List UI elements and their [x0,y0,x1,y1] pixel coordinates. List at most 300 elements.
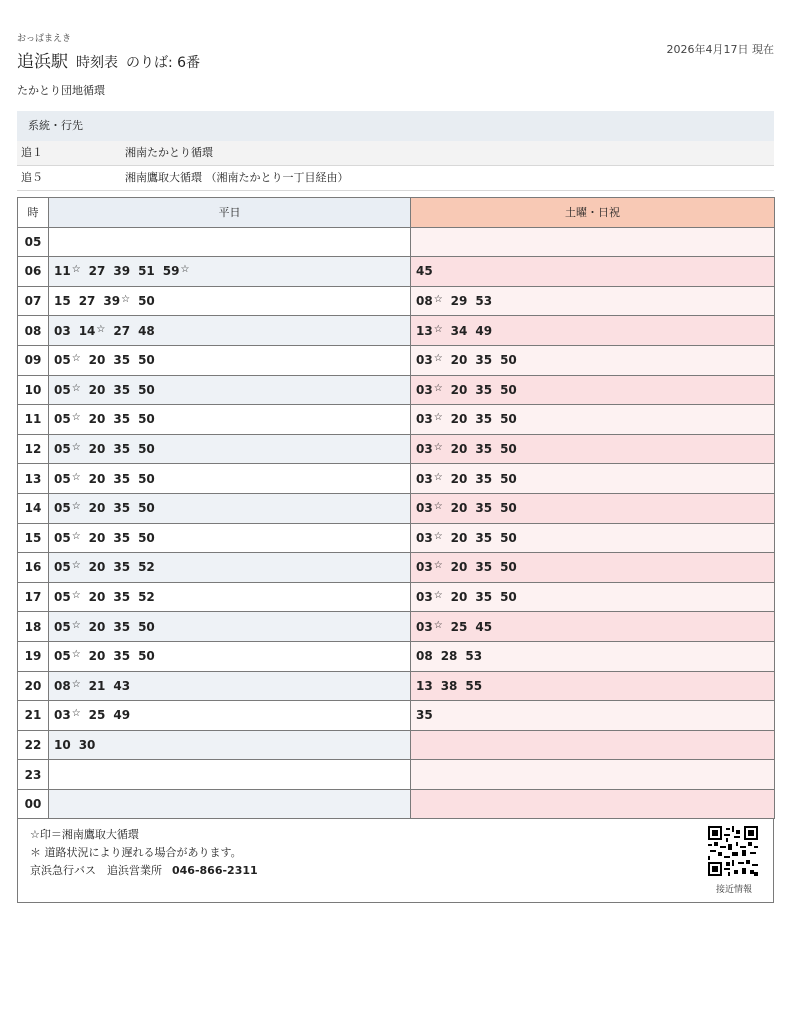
departure-minute [441,649,458,663]
minute-value: 52 [138,590,155,605]
minute-value: 30 [78,737,96,752]
minute-value: 03 [416,501,433,516]
departure-minute [441,679,458,693]
delay-note: ＊ 道路状況により遅れる場合があります。 [30,846,242,859]
minute-value: 35 [113,590,131,605]
minute-value: 03 [54,708,71,723]
minute-value: 15 [54,294,71,309]
weekday-minutes-cell [49,789,411,819]
qr-label: 接近情報 [715,885,752,895]
departure-minute [416,531,443,545]
minute-value: 50 [500,530,517,545]
minute-value: 05 [54,619,71,634]
departure-minute [416,324,443,338]
star-note: ☆印＝湘南鷹取大循環 [30,828,139,841]
hour-cell: 11 [18,405,49,435]
departure-minute [500,442,517,456]
minute-value: 03 [416,353,433,368]
departure-minute [500,531,517,545]
minute-value: 08 [416,649,433,664]
departure-minute [54,738,71,752]
minute-value: 03 [416,382,433,397]
weekday-minutes-cell [49,286,411,316]
weekday-minutes-cell [49,671,411,701]
star-mark: ☆ [121,294,131,306]
weekend-minutes-cell [411,405,775,435]
weekday-minutes-cell [49,523,411,553]
minute-value: 13 [416,323,433,338]
weekday-minutes-cell [49,316,411,346]
departure-minute [54,472,81,486]
minute-value: 50 [500,412,517,427]
minute-value: 08 [416,294,433,309]
hour-cell: 19 [18,641,49,671]
weekday-minutes-cell [49,434,411,464]
minute-value: 50 [138,442,155,457]
weekend-minutes-cell [411,345,775,375]
minute-value: 35 [113,649,131,664]
departure-minute [475,501,492,515]
minute-value: 50 [138,619,155,634]
departure-minute [79,324,106,338]
minute-value: 39 [113,264,131,279]
departure-minute [163,264,190,278]
minute-value: 35 [475,501,493,516]
minute-value: 35 [475,442,493,457]
star-mark: ☆ [71,530,81,542]
departure-minute [113,383,130,397]
footer-notes [17,818,774,903]
weekday-minutes-cell [49,701,411,731]
minute-value: 34 [450,323,468,338]
weekday-minutes-cell [49,612,411,642]
departure-minute [54,501,81,515]
weekday-minutes-cell [49,345,411,375]
departure-minute [416,649,433,663]
system-row [17,141,774,166]
hour-cell: 13 [18,464,49,494]
star-mark: ☆ [433,471,443,483]
departure-minute [54,412,81,426]
departure-minute [113,324,130,338]
departure-minute [54,708,81,722]
minute-value: 03 [416,590,433,605]
departure-minute [475,590,492,604]
weekend-minutes-cell [411,227,775,257]
timetable-row [18,464,775,494]
departure-minute [500,560,517,574]
departure-minute [138,324,155,338]
weekday-minutes-cell [49,257,411,287]
departure-minute [113,649,130,663]
star-mark: ☆ [433,442,443,454]
minute-value: 20 [450,471,468,486]
departure-minute [138,353,155,367]
departure-minute [113,353,130,367]
timetable-row [18,405,775,435]
minute-value: 03 [54,323,71,338]
departure-minute [54,324,71,338]
minute-value: 35 [475,590,493,605]
star-mark: ☆ [71,619,81,631]
minute-value: 45 [475,619,493,634]
departure-minute [89,708,106,722]
timetable-row [18,671,775,701]
minute-value: 35 [475,471,493,486]
hour-cell: 05 [18,227,49,257]
departure-minute [475,531,492,545]
hour-cell: 00 [18,789,49,819]
operator-info [30,862,258,878]
weekday-minutes-cell [49,405,411,435]
departure-minute [451,412,468,426]
departure-minute [138,560,155,574]
minute-value: 50 [138,382,155,397]
page-title [17,47,200,72]
minute-value: 35 [113,501,131,516]
star-mark: ☆ [71,412,81,424]
star-mark: ☆ [71,708,81,720]
departure-minute [500,590,517,604]
departure-minute [138,412,155,426]
operator-phone: 046-866-2311 [172,864,258,877]
minute-value: 50 [138,530,155,545]
departure-minute [89,412,106,426]
star-mark: ☆ [71,590,81,602]
star-mark: ☆ [71,353,81,365]
departure-minute [475,560,492,574]
weekday-minutes-cell [49,760,411,790]
station-ruby: おっぱまえき [17,34,72,44]
departure-minute [113,679,130,693]
minute-value: 50 [138,412,155,427]
hour-cell: 14 [18,493,49,523]
departure-minute [89,679,106,693]
system-destination: 湘南鷹取大循環 （湘南たかとり一丁目経由） [125,171,349,184]
minute-value: 03 [416,442,433,457]
minute-value: 03 [416,412,433,427]
timetable-row [18,286,775,316]
departure-minute [138,649,155,663]
system-list [17,111,774,191]
star-mark: ☆ [433,560,443,572]
star-mark: ☆ [180,264,190,276]
departure-minute [416,353,443,367]
timetable-row [18,612,775,642]
departure-minute [113,264,130,278]
minute-value: 50 [500,590,517,605]
star-mark: ☆ [96,323,106,335]
hour-cell: 16 [18,553,49,583]
departure-minute [79,738,96,752]
timetable-row [18,760,775,790]
minute-value: 20 [88,353,106,368]
star-mark: ☆ [71,649,81,661]
departure-minute [451,531,468,545]
timetable-row [18,375,775,405]
minute-value: 20 [88,412,106,427]
departure-minute [416,679,433,693]
minute-value: 27 [113,323,131,338]
departure-minute [54,353,81,367]
minute-value: 25 [450,619,468,634]
minute-value: 49 [475,323,493,338]
minute-value: 05 [54,412,71,427]
weekday-column-header: 平日 [49,198,411,228]
departure-minute [138,442,155,456]
hour-cell: 09 [18,345,49,375]
departure-minute [113,472,130,486]
departure-minute [416,442,443,456]
timetable-row [18,316,775,346]
minute-value: 20 [450,382,468,397]
departure-minute [138,531,155,545]
departure-minute [54,294,71,308]
minute-value: 55 [465,678,483,693]
minute-value: 20 [88,590,106,605]
weekday-minutes-cell [49,641,411,671]
minute-value: 50 [138,294,155,309]
departure-minute [54,649,81,663]
departure-minute [113,590,130,604]
minute-value: 05 [54,530,71,545]
system-list-heading: 系統・行先 [17,111,774,141]
minute-value: 20 [450,590,468,605]
timetable-row [18,582,775,612]
timetable-row [18,227,775,257]
platform-label: のりば: 6番 [126,55,201,71]
departure-minute [475,472,492,486]
weekend-minutes-cell [411,464,775,494]
minute-value: 35 [475,412,493,427]
minute-value: 20 [450,353,468,368]
departure-minute [416,590,443,604]
departure-minute [103,294,130,308]
star-mark: ☆ [433,353,443,365]
minute-value: 25 [88,708,106,723]
minute-value: 39 [103,294,121,309]
weekend-minutes-cell [411,375,775,405]
system-code: 追５ [21,171,43,184]
star-mark: ☆ [433,294,443,306]
minute-value: 35 [113,619,131,634]
departure-minute [500,412,517,426]
departure-minute [89,353,106,367]
minute-value: 53 [475,294,493,309]
minute-value: 35 [113,442,131,457]
weekend-minutes-cell [411,316,775,346]
minute-value: 05 [54,501,71,516]
departure-minute [89,383,106,397]
hour-cell: 21 [18,701,49,731]
minute-value: 05 [54,649,71,664]
timetable-row [18,553,775,583]
departure-minute [475,324,492,338]
star-mark: ☆ [433,382,443,394]
departure-minute [451,442,468,456]
weekend-minutes-cell [411,257,775,287]
departure-minute [54,531,81,545]
route-name: たかとり団地循環 [17,84,105,97]
minute-value: 38 [440,678,458,693]
departure-minute [465,679,482,693]
departure-minute [416,708,433,722]
hour-cell: 23 [18,760,49,790]
weekend-minutes-cell [411,434,775,464]
departure-minute [451,353,468,367]
weekend-minutes-cell [411,553,775,583]
weekday-minutes-cell [49,730,411,760]
minute-value: 20 [88,619,106,634]
departure-minute [113,620,130,634]
star-mark: ☆ [71,471,81,483]
departure-minute [138,620,155,634]
departure-minute [475,353,492,367]
minute-value: 35 [475,560,493,575]
minute-value: 35 [475,382,493,397]
departure-minute [113,560,130,574]
departure-minute [113,708,130,722]
departure-minute [416,412,443,426]
qr-code-icon[interactable] [708,826,758,876]
departure-minute [89,531,106,545]
departure-minute [451,590,468,604]
departure-minute [89,472,106,486]
departure-minute [138,294,155,308]
minute-value: 20 [450,412,468,427]
hour-cell: 22 [18,730,49,760]
star-mark: ☆ [71,442,81,454]
star-mark: ☆ [71,382,81,394]
departure-minute [416,560,443,574]
minute-value: 59 [162,264,180,279]
weekend-minutes-cell [411,789,775,819]
operator-name: 京浜急行バス 追浜営業所 [30,864,162,877]
minute-value: 10 [54,737,71,752]
weekend-minutes-cell [411,523,775,553]
minute-value: 20 [450,442,468,457]
minute-value: 35 [113,353,131,368]
star-mark: ☆ [71,678,81,690]
station-name: 追浜駅 [17,52,68,72]
star-mark: ☆ [433,412,443,424]
weekend-minutes-cell [411,730,775,760]
departure-minute [138,501,155,515]
timetable-row [18,257,775,287]
hour-cell: 08 [18,316,49,346]
departure-minute [500,501,517,515]
departure-minute [54,383,81,397]
minute-value: 05 [54,560,71,575]
minute-value: 50 [500,382,517,397]
timetable-row [18,730,775,760]
timetable-row [18,345,775,375]
departure-minute [89,590,106,604]
timetable-row [18,434,775,464]
minute-value: 49 [113,708,131,723]
minute-value: 50 [500,501,517,516]
departure-minute [54,679,81,693]
star-mark: ☆ [433,619,443,631]
departure-minute [89,649,106,663]
minute-value: 03 [416,619,433,634]
departure-minute [451,294,468,308]
minute-value: 20 [88,501,106,516]
minute-value: 05 [54,353,71,368]
departure-minute [54,560,81,574]
minute-value: 50 [500,560,517,575]
weekend-minutes-cell [411,760,775,790]
weekend-minutes-cell [411,286,775,316]
departure-minute [79,294,96,308]
timetable-row [18,641,775,671]
weekend-column-header: 土曜・日祝 [411,198,775,228]
hour-cell: 12 [18,434,49,464]
star-mark: ☆ [433,501,443,513]
star-mark: ☆ [433,530,443,542]
weekday-minutes-cell [49,375,411,405]
minute-value: 13 [416,678,433,693]
minute-value: 50 [500,442,517,457]
minute-value: 14 [78,323,96,338]
departure-minute [475,383,492,397]
minute-value: 21 [88,678,106,693]
departure-minute [89,620,106,634]
departure-minute [500,472,517,486]
departure-minute [451,324,468,338]
minute-value: 50 [138,501,155,516]
weekday-minutes-cell [49,553,411,583]
minute-value: 28 [440,649,458,664]
star-mark: ☆ [433,323,443,335]
minute-value: 35 [113,412,131,427]
minute-value: 35 [113,560,131,575]
star-mark: ☆ [71,560,81,572]
minute-value: 51 [138,264,155,279]
minute-value: 50 [138,471,155,486]
departure-minute [451,501,468,515]
star-mark: ☆ [71,501,81,513]
departure-minute [451,383,468,397]
star-mark: ☆ [433,590,443,602]
minute-value: 35 [475,353,493,368]
minute-value: 05 [54,590,71,605]
system-code: 追１ [21,146,43,159]
weekday-minutes-cell [49,493,411,523]
minute-value: 03 [416,471,433,486]
timetable-row [18,493,775,523]
weekend-minutes-cell [411,701,775,731]
minute-value: 20 [450,501,468,516]
minute-value: 35 [475,530,493,545]
hour-cell: 18 [18,612,49,642]
system-destination: 湘南たかとり循環 [125,146,213,159]
minute-value: 27 [88,264,106,279]
minute-value: 03 [416,560,433,575]
minute-value: 45 [416,264,433,279]
star-mark: ☆ [71,264,81,276]
weekend-minutes-cell [411,493,775,523]
departure-minute [451,620,468,634]
minute-value: 48 [138,323,155,338]
minute-value: 03 [416,530,433,545]
hour-cell: 07 [18,286,49,316]
timetable-row [18,701,775,731]
minute-value: 20 [450,560,468,575]
minute-value: 20 [450,530,468,545]
minute-value: 50 [500,353,517,368]
departure-minute [113,531,130,545]
